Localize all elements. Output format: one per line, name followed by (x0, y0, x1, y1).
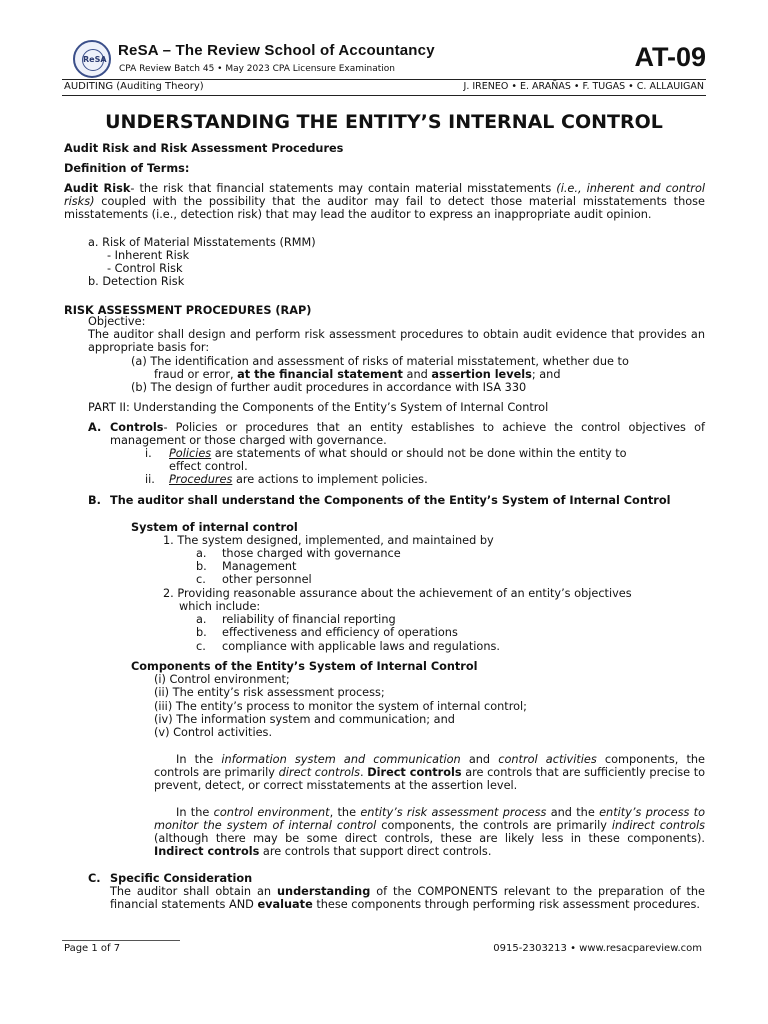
rap-objective-label: Objective: (88, 315, 146, 328)
sic-point-1-item-b: Management (222, 560, 297, 573)
authors: J. IRENEO • E. ARAÑAS • F. TUGAS • C. ALLAUIGAN (463, 81, 704, 92)
sic-point-1-item-a: those charged with governance (222, 547, 401, 560)
sic-point-2-item-c-label: c. (196, 640, 206, 653)
policies-definition-cont: effect control. (169, 460, 248, 473)
list-item-inherent-risk: - Inherent Risk (107, 249, 190, 262)
sic-point-1: 1. The system designed, implemented, and maintained by (163, 534, 494, 547)
sic-point-2-cont: which include: (179, 600, 261, 613)
direct-controls-paragraph: In the information system and communication and control activities components, the controls are primarily direct controls. Direct controls are controls that are sufficiently precise to prevent, detect, or correct misstatements at the assertion level. (154, 753, 706, 792)
specific-consideration-text: The auditor shall obtain an understanding of the COMPONENTS relevant to the preparation of the financial statements AND evaluate these components through performing risk assessment procedures. (110, 885, 706, 911)
rap-item-a-cont: fraud or error, at the financial statement and assertion levels; and (154, 368, 561, 381)
sic-point-1-item-c: other personnel (222, 573, 312, 586)
controls-definition: Controls- Policies or procedures that an entity establishes to achieve the control objectives of management or those charged with governance. (110, 421, 705, 447)
resa-logo-text: ReSA (82, 49, 104, 71)
rap-item-a: (a) The identification and assessment of risks of material misstatement, whether due to (131, 355, 629, 368)
rap-objective-text: The auditor shall design and perform risk assessment procedures to obtain audit evidence that provides an appropriate basis for: (88, 328, 705, 354)
sic-point-2-item-b: effectiveness and efficiency of operations (222, 626, 458, 639)
list-item-control-risk: - Control Risk (107, 262, 183, 275)
sic-point-1-item-c-label: c. (196, 573, 206, 586)
definition-of-terms: Definition of Terms: (64, 162, 190, 175)
batch-info: CPA Review Batch 45 • May 2023 CPA Licensure Examination (119, 64, 395, 74)
header-rule-top (62, 79, 706, 80)
sic-point-2: 2. Providing reasonable assurance about the achievement of an entity’s objectives (163, 587, 632, 600)
component-item: (v) Control activities. (154, 726, 273, 739)
rap-heading: RISK ASSESSMENT PROCEDURES (RAP) (64, 304, 312, 317)
policies-number: i. (145, 447, 152, 460)
list-item-detection-risk: b. Detection Risk (88, 275, 185, 288)
sic-point-2-item-c: compliance with applicable laws and regulations. (222, 640, 500, 653)
section-heading-audit-risk: Audit Risk and Risk Assessment Procedures (64, 142, 344, 155)
page-title: UNDERSTANDING THE ENTITY’S INTERNAL CONTROL (105, 111, 663, 133)
footer-rule (62, 940, 180, 941)
sic-point-2-item-b-label: b. (196, 626, 207, 639)
system-of-internal-control-heading: System of internal control (131, 521, 298, 534)
sic-point-2-item-a: reliability of financial reporting (222, 613, 396, 626)
section-a-label: A. (88, 421, 102, 434)
component-item: (i) Control environment; (154, 673, 290, 686)
sic-point-2-item-a-label: a. (196, 613, 207, 626)
subject-label: AUDITING (Auditing Theory) (64, 81, 204, 92)
indirect-controls-paragraph: In the control environment, the entity’s risk assessment process and the entity’s process to monitor the system of internal control components, the controls are primarily indirect controls (although there may be some direct controls, these are likely less in these components). Indirect controls are controls that support direct controls. (154, 806, 706, 858)
rap-item-b: (b) The design of further audit procedures in accordance with ISA 330 (131, 381, 527, 394)
header-rule-bottom (62, 95, 706, 96)
section-b-heading: The auditor shall understand the Components of the Entity’s System of Internal Control (110, 494, 671, 507)
component-item: (iv) The information system and communication; and (154, 713, 455, 726)
list-item-rmm: a. Risk of Material Misstatements (RMM) (88, 236, 316, 249)
page-number: Page 1 of 7 (64, 943, 121, 954)
sic-point-1-item-b-label: b. (196, 560, 207, 573)
audit-risk-definition: Audit Risk- the risk that financial statements may contain material misstatements (i.e., inherent and control risks) coupled with the possibility that the auditor may fail to detect those material misstatements those misstatements (i.e., detection risk) that may lead the auditor to express an inappropriate audit opinion. (64, 182, 706, 221)
procedures-definition: Procedures are actions to implement policies. (169, 473, 428, 486)
policies-definition: Policies are statements of what should or should not be done within the entity to (169, 447, 627, 460)
resa-logo (73, 40, 111, 78)
document-code: AT-09 (634, 42, 706, 72)
part-ii-heading: PART II: Understanding the Components of the Entity’s System of Internal Control (88, 401, 549, 414)
procedures-number: ii. (145, 473, 155, 486)
section-c-label: C. (88, 872, 101, 885)
section-b-label: B. (88, 494, 101, 507)
section-c-heading: Specific Consideration (110, 872, 253, 885)
component-item: (iii) The entity’s process to monitor the system of internal control; (154, 700, 527, 713)
components-heading: Components of the Entity’s System of Internal Control (131, 660, 478, 673)
school-name: ReSA – The Review School of Accountancy (118, 42, 435, 59)
sic-point-1-item-a-label: a. (196, 547, 207, 560)
footer-contact: 0915-2303213 • www.resacpareview.com (493, 943, 702, 954)
component-item: (ii) The entity’s risk assessment process; (154, 686, 385, 699)
